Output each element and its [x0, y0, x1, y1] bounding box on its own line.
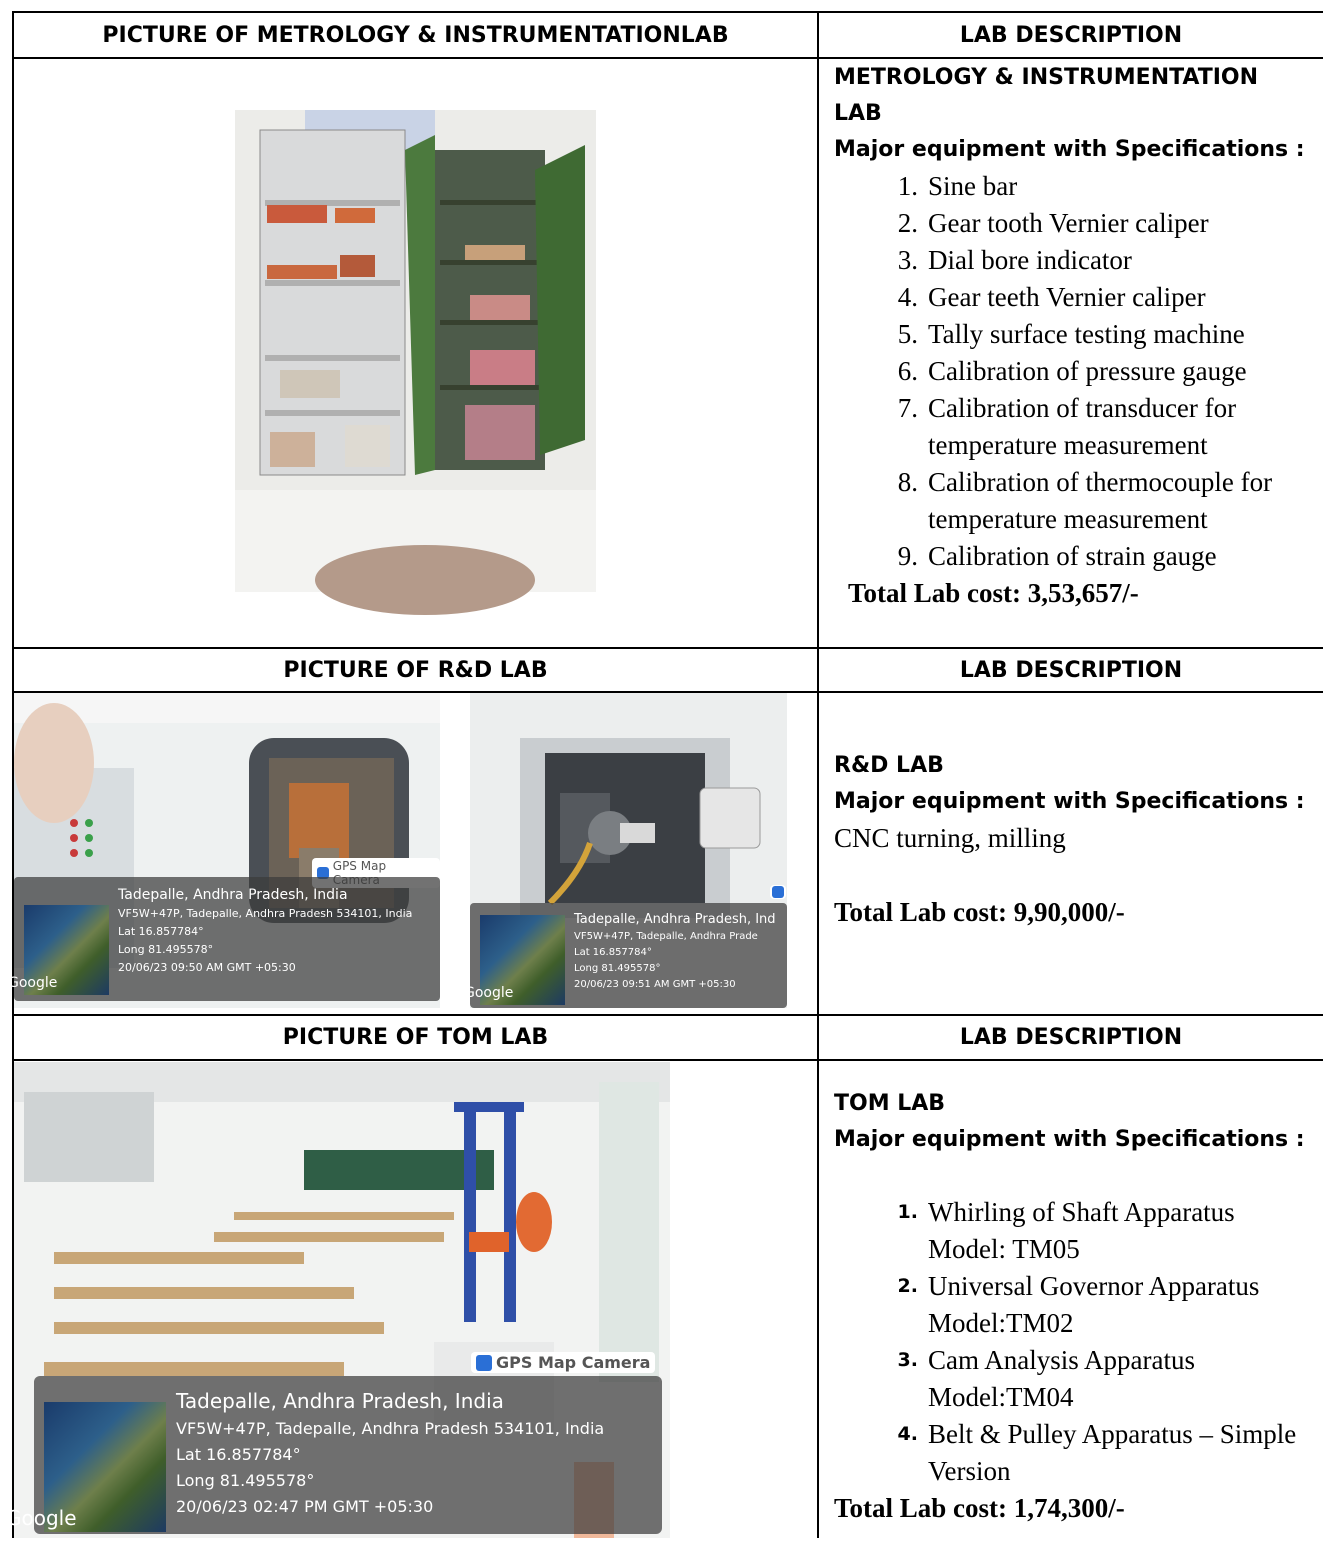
tom-lab-photo: [6, 1062, 670, 1538]
gps-long: Long 81.495578°: [176, 1471, 315, 1490]
picture-header: PICTURE OF METROLOGY & INSTRUMENTATIONLAB: [102, 22, 729, 48]
list-item: 6. Calibration of pressure gauge: [897, 356, 1247, 386]
gps-time: 20/06/23 09:50 AM GMT +05:30: [118, 961, 296, 974]
gps-tag: GPS Map: [312, 858, 440, 888]
total-lab-cost: Total Lab cost: 3,53,657/-: [848, 578, 1139, 608]
lab-name: TOM LAB: [834, 1091, 946, 1116]
gps-long: Long 81.495578°: [118, 943, 214, 956]
rd-description: [834, 748, 1313, 931]
equipment-list: [834, 168, 1313, 575]
rd-lab-photo-2: [464, 693, 787, 1008]
lab-name: R&D LAB: [834, 753, 944, 778]
gps-info: [176, 1386, 604, 1520]
gps-time: 20/06/23 02:47 PM GMT +05:30: [176, 1497, 434, 1516]
gps-lat: Lat 16.857784°: [574, 947, 652, 958]
list-item: 9. Calibration of strain gauge: [897, 541, 1217, 571]
gps-long: Long 81.495578°: [574, 963, 661, 974]
list-item: 2. Gear tooth Vernier caliper: [897, 208, 1209, 238]
table-border: [12, 57, 1323, 59]
list-item: 3. Cam Analysis Apparatus Model:TM04: [897, 1345, 1195, 1412]
metrology-lab-photo: [235, 110, 596, 592]
gps-place: Tadepalle, Andhra Pradesh, Ind: [574, 912, 776, 927]
list-item: 7. Calibration of transducer for temperature measurement: [897, 393, 1237, 460]
picture-header: PICTURE OF R&D LAB: [283, 657, 548, 683]
list-item: 2. Universal Governor Apparatus Model:TM02: [897, 1271, 1260, 1338]
gps-address: VF5W+47P, Tadepalle, Andhra Pradesh 534101, India: [176, 1419, 605, 1438]
list-item: 1. Whirling of Shaft Apparatus Model: TM05: [897, 1197, 1235, 1264]
list-item: 5. Tally surface testing machine: [897, 319, 1245, 349]
equipment-list: [834, 1194, 1313, 1490]
google-label: Google: [6, 1506, 77, 1530]
total-lab-cost: Total Lab cost: 9,90,000/-: [834, 897, 1125, 927]
gps-address: VF5W+47P, Tadepalle, Andhra Prade: [574, 931, 758, 942]
metrology-description: [834, 60, 1313, 612]
gps-info: [574, 911, 776, 993]
gps-lat: Lat 16.857784°: [176, 1445, 301, 1464]
total-lab-cost: Total Lab cost: 1,74,300/-: [834, 1493, 1125, 1523]
table-border: [817, 11, 819, 1538]
gps-tag: GPS Map Camera: [471, 1352, 655, 1373]
gps-time: 20/06/23 09:51 AM GMT +05:30: [574, 979, 736, 990]
gps-camera-icon: [476, 1355, 492, 1371]
desc-header: LAB DESCRIPTION: [959, 1025, 1183, 1050]
gps-info: [118, 885, 412, 977]
tom-description: [834, 1086, 1313, 1527]
list-item: 4. Belt & Pulley Apparatus – Simple Version: [897, 1419, 1297, 1486]
equipment-text: CNC turning, milling: [834, 823, 1066, 853]
desc-header: LAB DESCRIPTION: [959, 22, 1183, 48]
equipment-label: Major equipment with Specifications :: [834, 1127, 1305, 1152]
list-item: 4. Gear teeth Vernier caliper: [897, 282, 1206, 312]
list-item: 8. Calibration of thermocouple for temperature measurement: [897, 467, 1273, 534]
desc-header: LAB DESCRIPTION: [959, 657, 1183, 683]
gps-address: VF5W+47P, Tadepalle, Andhra Pradesh 534101, India: [118, 907, 413, 920]
gps-place: Tadepalle, Andhra Pradesh, India: [176, 1389, 504, 1413]
rd-lab-photo-1: [8, 693, 440, 1008]
google-label: Google: [464, 985, 514, 1001]
equipment-label: Major equipment with Specifications :: [834, 137, 1305, 162]
google-label: Google: [8, 975, 58, 991]
list-item: 1. Sine bar: [897, 171, 1018, 201]
metrology-lab-illustration: [235, 110, 596, 592]
gps-place: Tadepalle, Andhra Pradesh, India: [118, 887, 348, 903]
lab-name: METROLOGY & INSTRUMENTATION LAB: [834, 65, 1259, 126]
equipment-label: Major equipment with Specifications :: [834, 789, 1305, 814]
gps-tag: [770, 885, 786, 899]
gps-lat: Lat 16.857784°: [118, 925, 204, 938]
list-item: 3. Dial bore indicator: [897, 245, 1132, 275]
picture-header: PICTURE OF TOM LAB: [282, 1025, 549, 1050]
gps-camera-icon: [772, 886, 784, 898]
table-border: [12, 1059, 1323, 1061]
